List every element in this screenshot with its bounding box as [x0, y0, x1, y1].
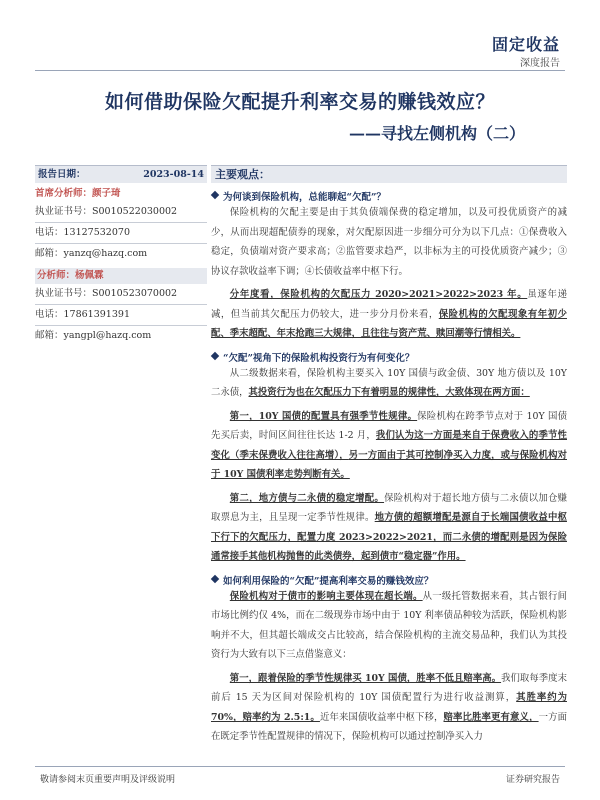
question-1 [211, 189, 567, 203]
chief-analyst-name: 颜子琦 [92, 188, 121, 199]
report-date-value: 2023-08-14 [143, 169, 204, 180]
chief-phone: 电话：13127532070 [35, 223, 207, 244]
paragraph-5: 第二，地方债与二永债的稳定增配。保险机构对于超长地方债与二永债以加仓赚取票息为主，且呈现一定季节性规律。地方债的超额增配是源自于长端国债收益中枢下行下的欠配压力，配置力度 2023>2022>2021，而二永债的增配则是因为保险通常接手其他机构抛售的此类债券，起到债市“稳定器”作用。 [211, 492, 567, 562]
analyst-cert: 执业证书号：S0010523070002 [35, 284, 207, 305]
report-title: 如何借助保险欠配提升利率交易的赚钱效应？ [104, 91, 495, 113]
report-date-label: 报告日期： [38, 169, 86, 180]
section-tag: 固定收益 [491, 35, 560, 54]
analyst-label: 分析师： [37, 270, 76, 281]
analyst-row [35, 268, 207, 284]
footer-disclaimer: 敬请参阅末页重要声明及评级说明 [40, 775, 176, 785]
bottom-divider [35, 766, 565, 767]
report-date-bar [35, 165, 207, 183]
question-2-text: “欠配”视角下的保险机构投资行为有何变化？ [223, 352, 415, 364]
chief-analyst-row [35, 186, 207, 202]
report-subtitle: ——寻找左侧机构（二） [348, 124, 525, 143]
paragraph-6: 保险机构对于债市的影响主要体现在超长端。从一级托管数据来看，其占银行间市场比例约仅 4%，而在二级现券市场中由于 10Y 利率债品种较为活跃，保险机构影响并不大，但其超长端成交占比较高，结合保险机构的主流交易品种，我们认为其投资行为大致有以下三点借鉴意义： [211, 590, 567, 660]
paragraph-3: 从二级数据来看，保险机构主要买入 10Y 国债与政金债、30Y 地方债以及 10Y 二永债，其投资行为也在欠配压力下有着明显的规律性，大致体现在两方面： [211, 367, 567, 398]
analyst-sidebar [35, 165, 207, 346]
main-content [211, 165, 567, 747]
question-2 [211, 350, 567, 364]
paragraph-7: 第一，跟着保险的季节性规律买 10Y 国债，胜率不低且赔率高。我们取每季度末前后 15 天为区间对保险机构的 10Y 国债配置行为进行收益测算，其胜率约为 70%，赔率约为 2.5:1。近年来国债收益率中枢下移，赔率比胜率更有意义，一方面在既定季节性配置规律的情况下，保险机构可以通过控制净买入力 [211, 672, 567, 742]
paragraph-4: 第一，10Y 国债的配置具有强季节性规律。保险机构在跨季节点对于 10Y 国债先买后卖，时间区间往往长达 1-2 月，我们认为这一方面是来自于保费收入的季节性变化（季末保费收入往往高增），另一方面由于其可控制净买入力度，或与保险机构对于 10Y 国债利率走势判断有关。 [211, 410, 567, 480]
paragraph-2: 分年度看，保险机构的欠配压力 2020>2021>2022>2023 年。虽逐年递减，但当前其欠配压力仍较大，进一步分月份来看，保险机构的欠配现象有年初少配、季末超配、年末抢跑三大规律，且往往与资产荒、赎回潮等行情相关。 [211, 289, 567, 339]
diamond-bullet-icon [211, 574, 219, 582]
key-points-heading: 主要观点： [211, 165, 567, 183]
diamond-bullet-icon [211, 351, 219, 359]
question-3-text: 如何利用保险的“欠配”提高利率交易的赚钱效应？ [223, 575, 434, 587]
analyst-email[interactable]: 邮箱：yangpl@hazq.com [35, 330, 152, 341]
paragraph-1: 保险机构的欠配主要是由于其负债端保费的稳定增加，以及可投优质资产的减少，从而出现超配债券的现象，对欠配原因进一步细分可分为以下几点：①保费收入稳定，负债端对资产要求高；②监管要求趋严，以非标为主的可投优质资产减少；③协议存款收益率下调；④长债收益率中枢下行。 [211, 207, 567, 277]
footer-report-label: 证券研究报告 [505, 775, 560, 785]
question-3 [211, 573, 567, 587]
chief-analyst-label: 首席分析师： [35, 188, 93, 199]
top-divider [35, 70, 565, 71]
analyst-name: 杨佩霖 [75, 270, 104, 281]
chief-email[interactable]: 邮箱：yanzq@hazq.com [35, 248, 148, 259]
diamond-bullet-icon [211, 191, 219, 199]
question-1-text: 为何谈到保险机构，总能聊起“欠配”？ [223, 192, 386, 203]
report-type: 深度报告 [520, 58, 560, 69]
analyst-phone: 电话：17861391391 [35, 305, 207, 326]
chief-cert: 执业证书号：S0010522030002 [35, 202, 207, 223]
